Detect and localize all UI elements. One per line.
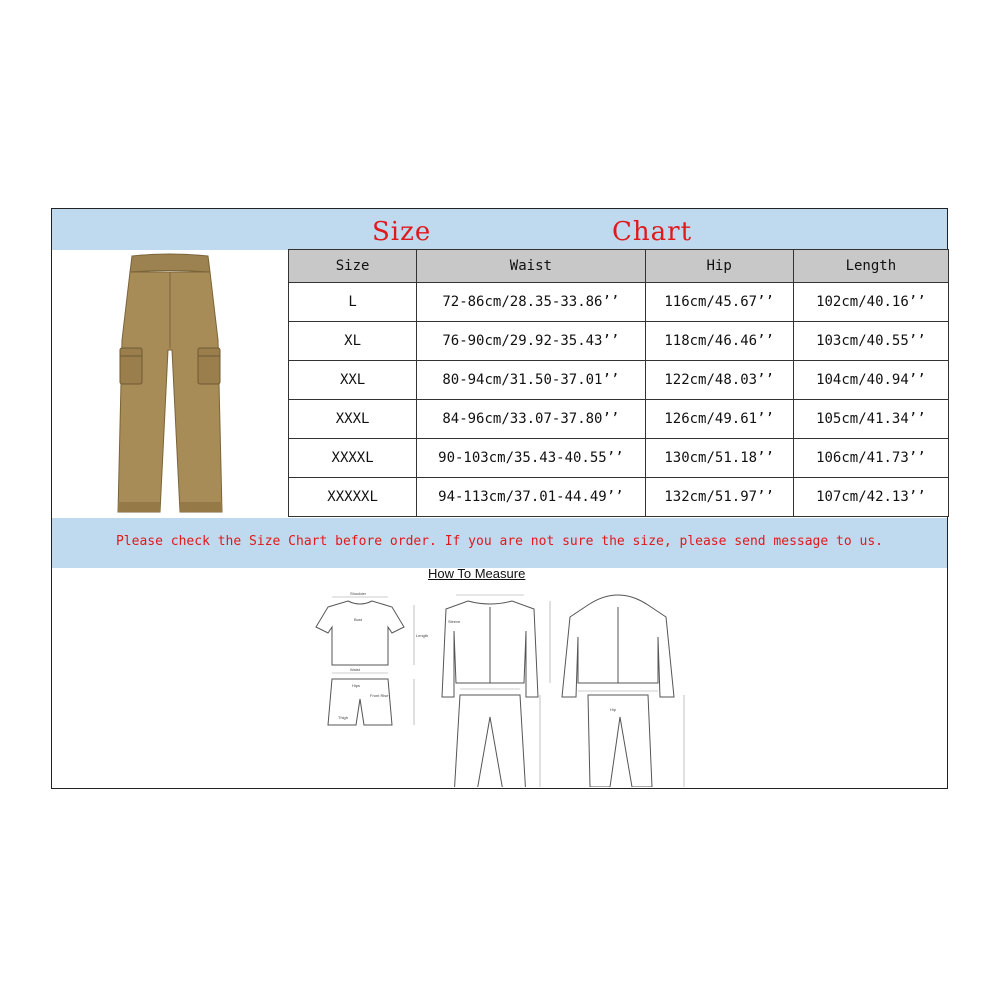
- header-hip: Hip: [645, 250, 793, 283]
- size-table: [288, 249, 949, 517]
- table-row: [289, 283, 949, 322]
- table-row: [289, 400, 949, 439]
- label-shoulder: Shoulder: [350, 591, 367, 596]
- cell-size: XXL: [289, 361, 417, 400]
- size-chart-card: [51, 208, 948, 789]
- label-sleeve: Sleeve: [448, 619, 461, 624]
- title-chart: Chart: [612, 217, 693, 247]
- label-hip: Hip: [610, 707, 617, 712]
- cell-waist: 76-90cm/29.92-35.43’’: [417, 322, 645, 361]
- table-header-row: [289, 250, 949, 283]
- cell-length: 102cm/40.16’’: [793, 283, 948, 322]
- cell-size: XL: [289, 322, 417, 361]
- label-bust: Bust: [354, 617, 363, 622]
- cell-waist: 90-103cm/35.43-40.55’’: [417, 439, 645, 478]
- cell-hip: 126cm/49.61’’: [645, 400, 793, 439]
- label-length: Length: [416, 633, 429, 638]
- cell-size: XXXL: [289, 400, 417, 439]
- cell-hip: 132cm/51.97’’: [645, 478, 793, 517]
- title-size: Size: [372, 217, 432, 247]
- cell-length: 107cm/42.13’’: [793, 478, 948, 517]
- how-to-measure-title: How To Measure: [428, 566, 526, 581]
- table-row: [289, 478, 949, 517]
- label-thigh: Thigh: [338, 715, 349, 720]
- cargo-pants-icon: [52, 250, 288, 518]
- cell-length: 105cm/41.34’’: [793, 400, 948, 439]
- cell-length: 104cm/40.94’’: [793, 361, 948, 400]
- cell-waist: 84-96cm/33.07-37.80’’: [417, 400, 645, 439]
- label-hips: Hips: [352, 683, 361, 688]
- cell-hip: 122cm/48.03’’: [645, 361, 793, 400]
- cell-size: XXXXL: [289, 439, 417, 478]
- measurement-diagram-icon: [288, 587, 708, 787]
- header-size: Size: [289, 250, 417, 283]
- cell-hip: 118cm/46.46’’: [645, 322, 793, 361]
- cell-length: 103cm/40.55’’: [793, 322, 948, 361]
- header-length: Length: [793, 250, 948, 283]
- table-row: [289, 361, 949, 400]
- cell-waist: 80-94cm/31.50-37.01’’: [417, 361, 645, 400]
- cell-hip: 130cm/51.18’’: [645, 439, 793, 478]
- cell-length: 106cm/41.73’’: [793, 439, 948, 478]
- notice-band: [52, 518, 947, 568]
- product-image: [52, 250, 288, 518]
- cell-waist: 72-86cm/28.35-33.86’’: [417, 283, 645, 322]
- label-waist: Waist: [350, 667, 360, 672]
- table-row: [289, 439, 949, 478]
- notice-text: Please check the Size Chart before order. If you are not sure the size, please send message to us.: [115, 534, 883, 549]
- title-band: [52, 209, 947, 250]
- cell-hip: 116cm/45.67’’: [645, 283, 793, 322]
- cell-size: L: [289, 283, 417, 322]
- header-waist: Waist: [417, 250, 645, 283]
- label-front-rise: Front Rise: [370, 693, 389, 698]
- cell-waist: 94-113cm/37.01-44.49’’: [417, 478, 645, 517]
- table-row: [289, 322, 949, 361]
- cell-size: XXXXXL: [289, 478, 417, 517]
